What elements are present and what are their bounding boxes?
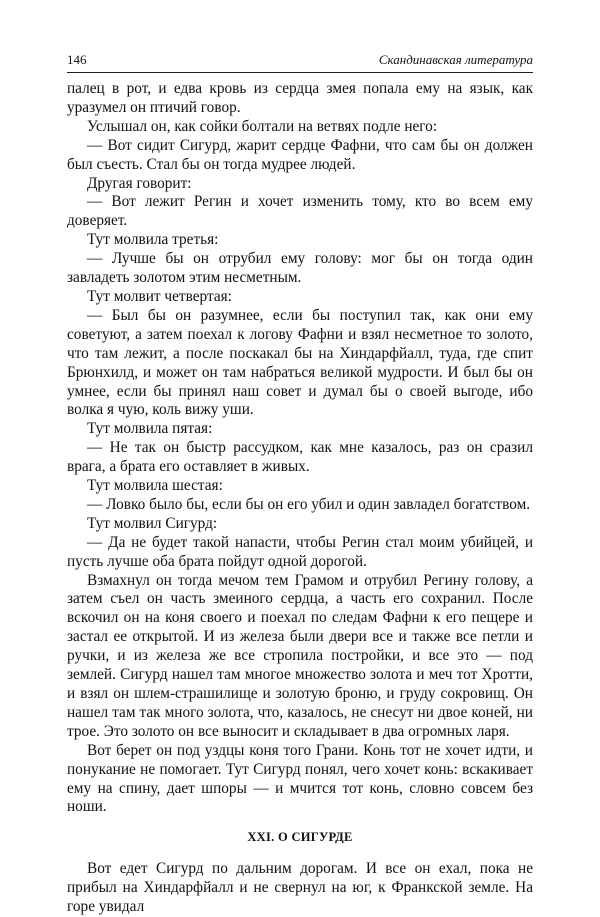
running-title: Скандинавская литература (378, 52, 533, 67)
paragraph: Тут молвит четвертая: (87, 287, 232, 305)
dialogue-line: — Не так он быстр рассудком, как мне казалось, раз он сразил врага, а брата его оставляет в живых. (67, 439, 533, 476)
chapter-heading: XXI. О СИГУРДЕ (247, 830, 353, 845)
paragraph: Вот берет он под уздцы коня того Грани. Конь тот не хочет идти, и понукание не помогает. Тут Сигурд понял, чего хочет конь: вскакивает ему на спину, дает шпоры — и мчится тот конь, словно совсем без ноши. (67, 741, 533, 816)
dialogue-line: — Да не будет такой напасти, чтобы Регин стал моим убийцей, и пусть лучше оба брата пойдут одной дорогой. (67, 533, 533, 570)
paragraph: Вот едет Сигурд по дальним дорогам. И все он ехал, пока не прибыл на Хиндарфйалл и не свернул на юг, к Франкской земле. На горе увидал (67, 860, 533, 916)
dialogue-line: — Лучше бы он отрубил ему голову: мог бы он тогда один завладеть золотом этим несметным. (67, 250, 533, 287)
paragraph: Тут молвила третья: (87, 231, 219, 249)
page-number: 146 (67, 52, 87, 67)
paragraph: Тут молвила шестая: (87, 477, 223, 495)
dialogue-line: — Был бы он разумнее, если бы поступил так, как они ему советуют, а затем поехал к логову Фафни и взял несметное то золото, что там лежит, а после поскакал бы на Хиндарфйалл, туда, где спит Брюнхилд, и может он там набраться великой мудрости. И был бы он умнее, если бы принял наш совет и думал бы о своей выгоде, ибо волка я чую, коль вижу уши. (67, 306, 533, 419)
paragraph: Другая говорит: (87, 174, 192, 192)
paragraph: Услышал он, как сойки болтали на ветвях подле него: (87, 117, 438, 135)
header-rule (67, 72, 533, 73)
dialogue-line: — Вот лежит Регин и хочет изменить тому, кто во всем ему доверяет. (67, 193, 533, 230)
page-body (67, 80, 533, 917)
page-header (67, 50, 533, 70)
paragraph: Тут молвил Сигурд: (87, 514, 218, 532)
dialogue-line: — Вот сидит Сигурд, жарит сердце Фафни, что сам бы он должен был съесть. Стал бы он тогда мудрее людей. (67, 136, 533, 173)
paragraph: палец в рот, и едва кровь из сердца змея попала ему на язык, как уразумел он птичий говор. (67, 80, 533, 116)
paragraph: Взмахнул он тогда мечом тем Грамом и отрубил Регину голову, а затем съел он часть змеиного сердца, а часть его сохранил. После вскочил он на коня своего и поехал по следам Фафни к его пещере и застал ее открытой. И из железа были двери все и также все петли и ручки, и из железа же все стропила постройки, и все это — под землей. Сигурд нашел там многое множество золота и меч тот Хротти, и взял он шлем-страшилище и золотую броню, и груду сокровищ. Он нашел там так много золота, что, казалось, не снесут ни двое коней, ни трое. Это золото он все выносит и складывает в два огромных ларя. (67, 571, 533, 740)
paragraph: Тут молвила пятая: (87, 420, 213, 438)
dialogue-line: — Ловко было бы, если бы он его убил и один завладел богатством. (87, 495, 531, 513)
